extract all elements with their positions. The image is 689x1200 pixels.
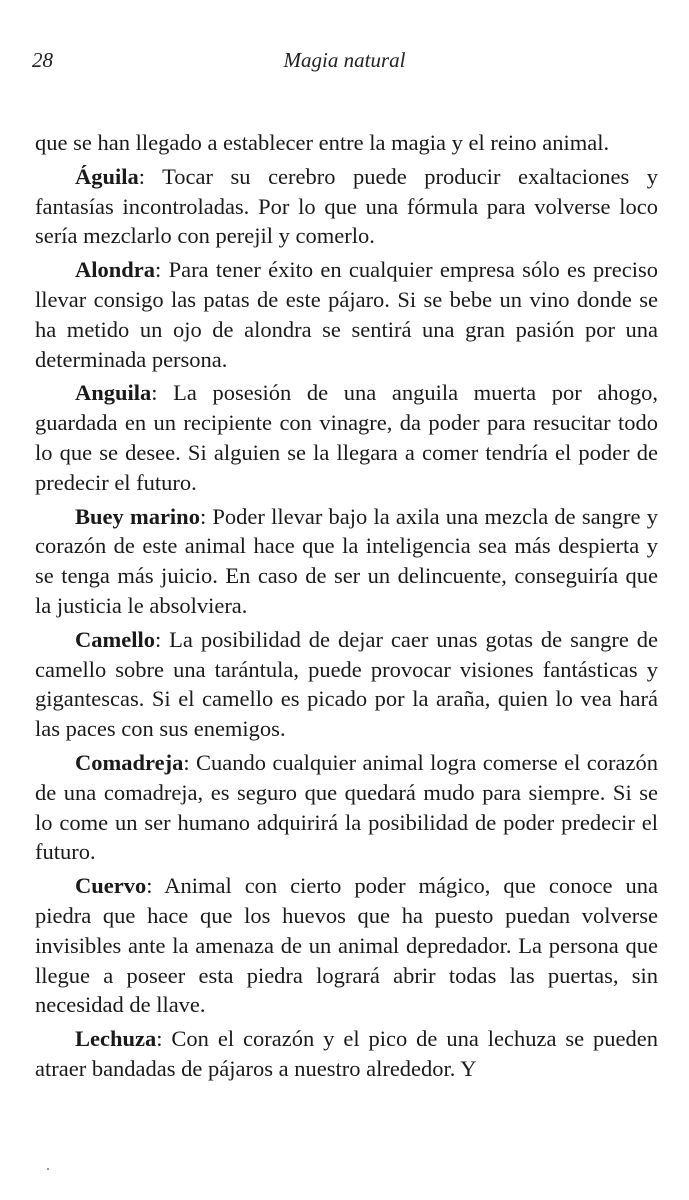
entry-term: Lechuza: [75, 1026, 157, 1052]
entry-term: Buey marino: [75, 503, 200, 529]
entry-text: : Tocar su cerebro puede producir exaltaciones y fantasías incontroladas. Por lo que una fórmula para volverse loco sería mezclarlo con perejil y comerlo.: [35, 163, 658, 249]
entry-term: Camello: [75, 626, 155, 652]
entry-anguila: [35, 378, 658, 497]
entry-text: : Cuando cualquier animal logra comerse el corazón de una comadreja, es seguro que quedará mudo para siempre. Si se lo come un ser humano adquirirá la posibilidad de poder predecir el futuro.: [35, 749, 658, 865]
print-speck: [47, 1168, 49, 1170]
entry-text: : Para tener éxito en cualquier empresa sólo es preciso llevar consigo las patas de este pájaro. Si se bebe un vino donde se ha metido un ojo de alondra se sentirá una gran pasión por una determinada persona.: [35, 257, 658, 372]
running-title: Magia natural: [283, 48, 406, 72]
page-header: [32, 48, 657, 78]
entry-alondra: [35, 255, 658, 374]
intro-paragraph: que se han llegado a establecer entre la magia y el reino animal.: [35, 130, 610, 155]
entry-text: : Poder llevar bajo la axila una mezcla de sangre y corazón de este animal hace que la inteligencia sea más despierta y se tenga más juicio. En caso de ser un delincuente, conseguiría que la justicia le absolviera.: [35, 503, 658, 618]
entry-text: : La posibilidad de dejar caer unas gotas de sangre de camello sobre una tarántula, puede provocar visiones fantásticas y gigantescas. Si el camello es picado por la araña, quien lo vea hará las paces con sus enemigos.: [35, 626, 658, 742]
entry-term: Anguila: [75, 380, 152, 406]
entry-buey-marino: [35, 502, 658, 621]
entry-term: Águila: [75, 163, 139, 189]
page-number: 28: [32, 48, 53, 72]
entry-term: Alondra: [75, 257, 156, 283]
entry-comadreja: [35, 748, 658, 867]
entry-text: : Con el corazón y el pico de una lechuza se pueden atraer bandadas de pájaros a nuestro alrededor. Y: [35, 1026, 658, 1081]
entry-text: : Animal con cierto poder mágico, que conoce una piedra que hace que los huevos que ha puesto puedan volverse invisibles ante la amenaza de un animal depredador. La persona que llegue a poseer esta piedra logrará abrir todas las puertas, sin necesidad de llave.: [35, 873, 658, 1018]
entry-lechuza: [35, 1024, 658, 1084]
entry-aguila: [35, 162, 658, 251]
entry-camello: [35, 625, 658, 744]
entry-term: Cuervo: [75, 873, 147, 899]
body-text: [35, 128, 658, 1088]
entry-term: Comadreja: [75, 749, 184, 775]
entry-text: : La posesión de una anguila muerta por ahogo, guardada en un recipiente con vinagre, da poder para resucitar todo lo que se desee. Si alguien se la llegara a comer tendría el poder de predecir el futuro.: [35, 380, 658, 495]
entry-cuervo: [35, 871, 658, 1020]
